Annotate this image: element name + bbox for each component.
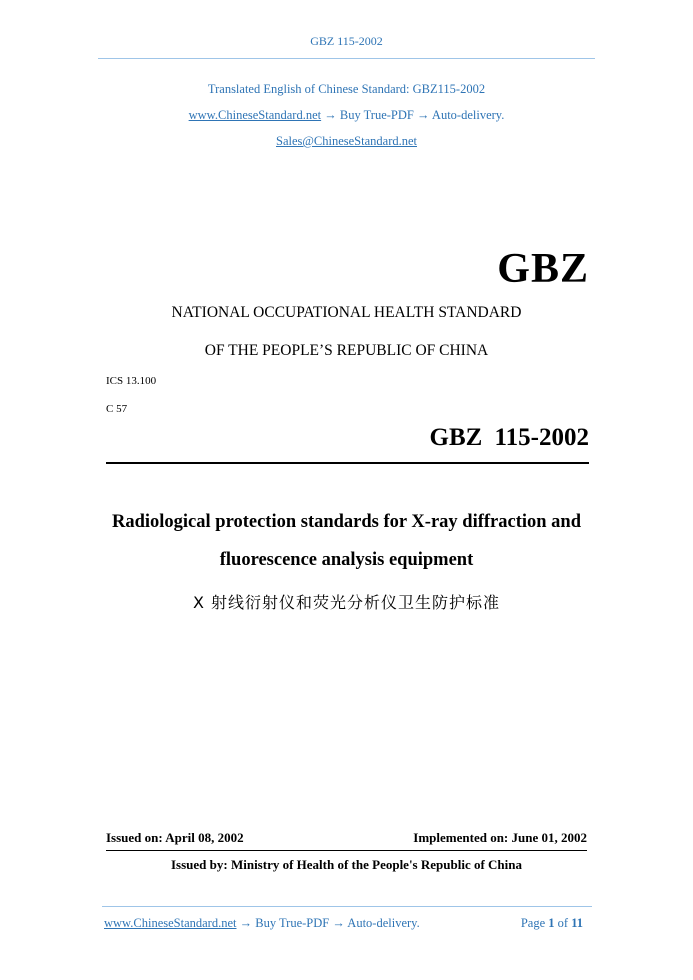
footer-site-link[interactable]: www.ChineseStandard.net — [104, 916, 237, 930]
translation-links — [0, 108, 693, 123]
sales-email-link[interactable]: Sales@ChineseStandard.net — [276, 134, 417, 148]
footer-buy-text: → Buy True-PDF → Auto-delivery. — [239, 916, 420, 930]
buy-text: → Buy True-PDF → Auto-delivery. — [324, 108, 505, 122]
footer-links — [104, 916, 420, 931]
english-title-line1: Radiological protection standards for X-ray diffraction and — [111, 512, 581, 532]
ics-code: ICS 13.100 — [106, 375, 157, 387]
footer-divider — [102, 906, 592, 907]
issue-divider — [106, 850, 587, 851]
translation-title: Translated English of Chinese Standard: GBZ115-2002 — [207, 82, 486, 96]
page-of-label: of — [557, 916, 569, 930]
standard-number-rule — [106, 462, 589, 464]
page-current: 1 — [548, 916, 555, 930]
english-title-line2: fluorescence analysis equipment — [219, 550, 474, 570]
page-indicator — [521, 916, 583, 931]
site-link[interactable]: www.ChineseStandard.net — [188, 108, 322, 122]
sales-email — [0, 134, 693, 149]
ccs-code: C 57 — [106, 403, 128, 415]
issuing-authority: Issued by: Ministry of Health of the People's Republic of China — [170, 857, 522, 872]
header-divider — [98, 58, 595, 59]
national-standard-line1: NATIONAL OCCUPATIONAL HEALTH STANDARD — [171, 304, 522, 321]
chinese-title: X 射线衍射仪和荧光分析仪卫生防护标准 — [192, 593, 501, 612]
page-total: 11 — [571, 916, 583, 930]
issued-on-date: Issued on: April 08, 2002 — [106, 830, 244, 845]
gbz-logo-text: GBZ — [497, 246, 589, 292]
implemented-on-date: Implemented on: June 01, 2002 — [413, 830, 587, 845]
header-standard-code: GBZ 115-2002 — [310, 34, 383, 48]
standard-number: GBZ 115-2002 — [429, 424, 589, 451]
page-label: Page — [520, 916, 546, 930]
national-standard-line2: OF THE PEOPLE’S REPUBLIC OF CHINA — [204, 342, 489, 359]
